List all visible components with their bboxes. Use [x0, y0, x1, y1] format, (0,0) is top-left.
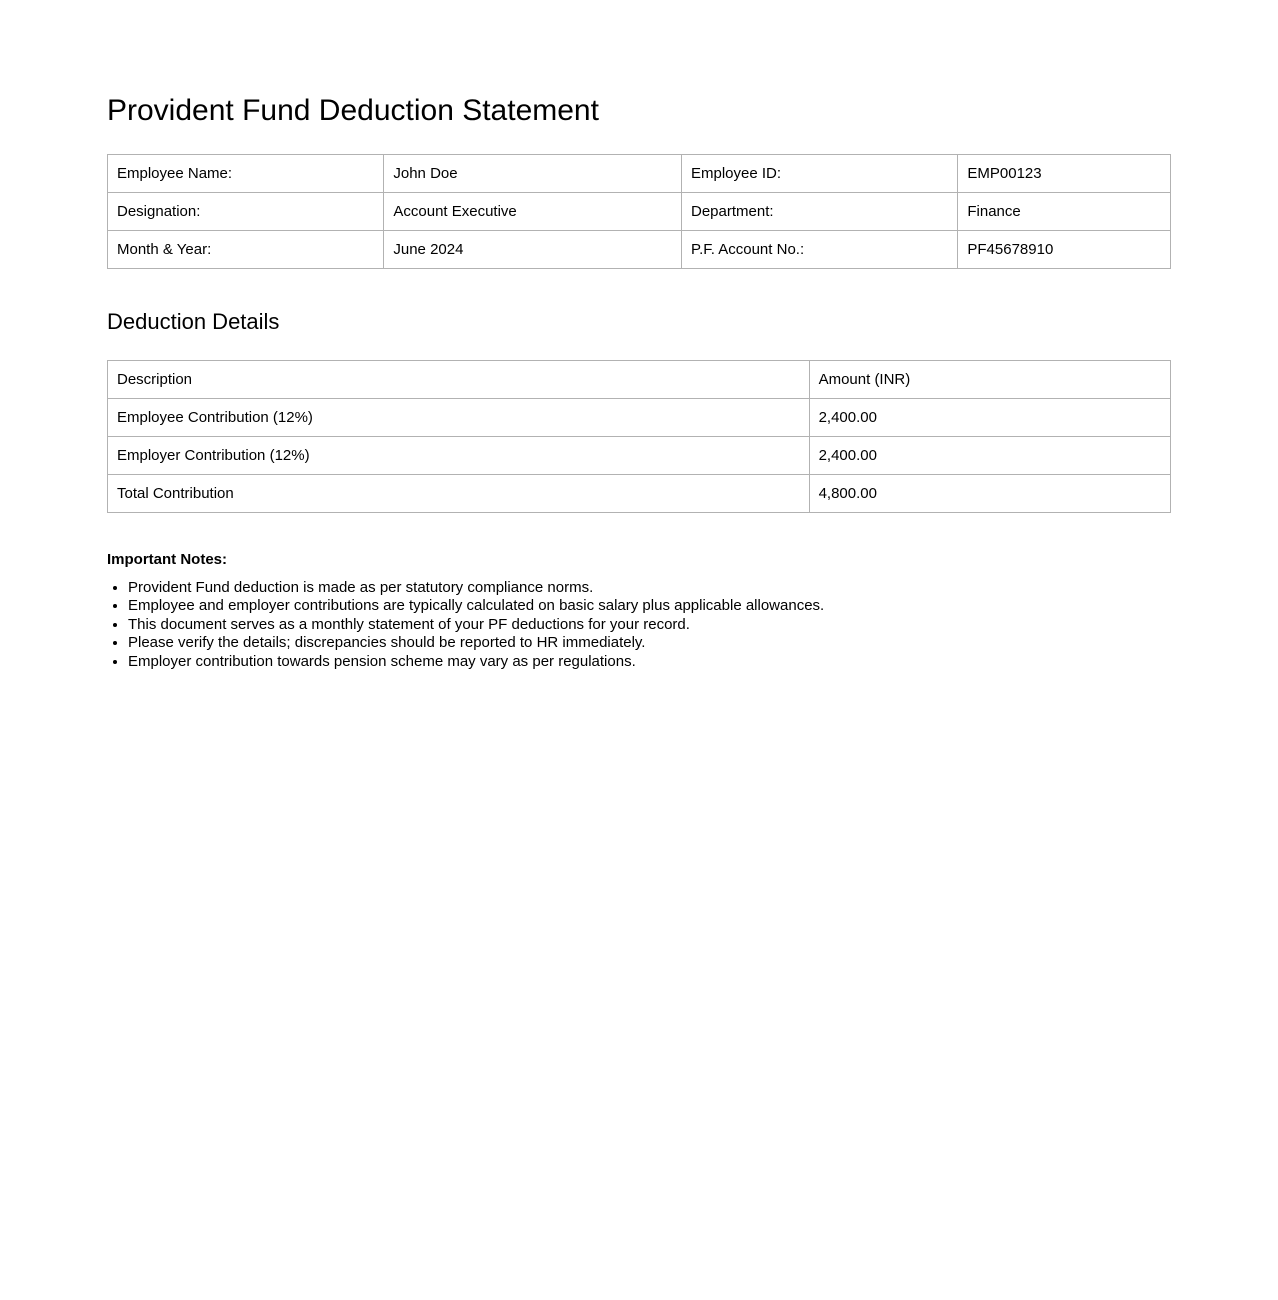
info-label: Employee ID: [682, 155, 958, 193]
deduction-description: Total Contribution [108, 475, 810, 513]
column-header-amount: Amount (INR) [809, 361, 1170, 399]
notes-list [107, 579, 1171, 671]
column-header-description: Description [108, 361, 810, 399]
employee-info-table [107, 154, 1171, 269]
employee-info-row [108, 231, 1171, 269]
info-label: Employee Name: [108, 155, 384, 193]
deduction-details-table [107, 360, 1171, 513]
info-value: June 2024 [384, 231, 682, 269]
note-item: • This document serves as a monthly statement of your PF deductions for your record. [128, 616, 1171, 634]
employee-info-row [108, 155, 1171, 193]
info-value: Account Executive [384, 193, 682, 231]
employee-info-row [108, 193, 1171, 231]
note-item: • Provident Fund deduction is made as per statutory compliance norms. [128, 579, 1171, 597]
info-label: P.F. Account No.: [682, 231, 958, 269]
deduction-row [108, 437, 1171, 475]
info-value: PF45678910 [958, 231, 1171, 269]
deduction-details-heading: Deduction Details [107, 309, 280, 334]
deduction-description: Employer Contribution (12%) [108, 437, 810, 475]
deduction-amount: 4,800.00 [809, 475, 1170, 513]
deduction-amount: 2,400.00 [809, 437, 1170, 475]
info-label: Department: [682, 193, 958, 231]
note-item: • Please verify the details; discrepancies should be reported to HR immediately. [128, 634, 1171, 652]
page-title: Provident Fund Deduction Statement [107, 94, 599, 127]
notes-title: Important Notes: [107, 551, 227, 568]
info-label: Designation: [108, 193, 384, 231]
note-item: • Employee and employer contributions are typically calculated on basic salary plus applicable allowances. [128, 597, 1171, 615]
deduction-row [108, 399, 1171, 437]
info-value: EMP00123 [958, 155, 1171, 193]
note-item: • Employer contribution towards pension scheme may vary as per regulations. [128, 653, 1171, 671]
info-value: Finance [958, 193, 1171, 231]
deduction-amount: 2,400.00 [809, 399, 1170, 437]
info-label: Month & Year: [108, 231, 384, 269]
info-value: John Doe [384, 155, 682, 193]
deduction-description: Employee Contribution (12%) [108, 399, 810, 437]
deduction-row [108, 475, 1171, 513]
deduction-header-row [108, 361, 1171, 399]
